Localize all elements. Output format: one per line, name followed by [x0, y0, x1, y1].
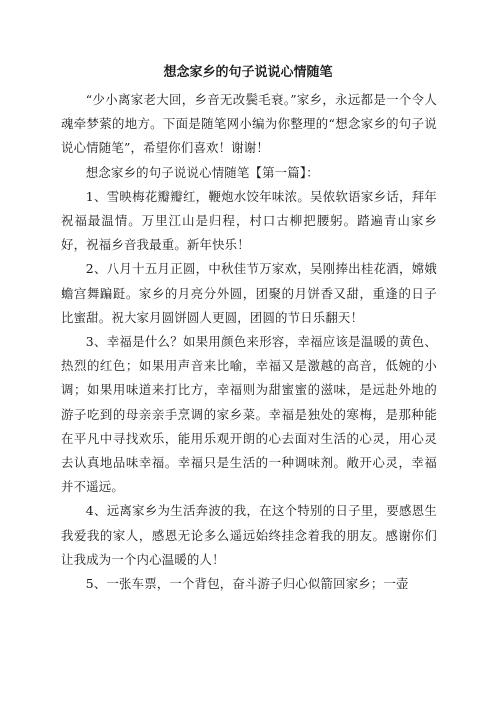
- list-item: 4、远离家乡为生活奔波的我，在这个特别的日子里，要感恩生我爱我的家人，感恩无论多么遥远始终挂念着我的朋友。感谢你们让我成为一个内心温暖的人！: [61, 503, 437, 567]
- intro-paragraph: “少小离家老大回，乡音无改鬓毛衰。”家乡，永远都是一个令人魂牵梦萦的地方。下面是随笔网小编为你整理的“想念家乡的句子说说心情随笔”，希望你们喜欢！谢谢！: [61, 92, 437, 156]
- list-item: 1、雪映梅花瓣瓣红，鞭炮水饺年味浓。吴侬软语家乡话，拜年祝福最温情。万里江山是归程，村口古柳把腰躬。踏遍青山家乡好，祝福乡音我最重。新年快乐！: [61, 188, 437, 253]
- document-title: 想念家乡的句子说说心情随笔: [163, 65, 333, 80]
- document-body: [61, 88, 437, 596]
- section-heading: 想念家乡的句子说说心情随笔【第一篇】：: [85, 164, 319, 180]
- list-item: 2、八月十五月正圆，中秋佳节万家欢，吴刚捧出桂花酒，嫦娥蟾宫舞蹁跹。家乡的月亮分外圆，团聚的月饼香又甜，重逢的日子比蜜甜。祝大家月圆饼圆人更圆，团圆的节日乐翻天！: [61, 261, 437, 325]
- list-item: 3、幸福是什么？如果用颜色来形容，幸福应该是温暖的黄色、热烈的红色；如果用声音来比喻，幸福又是激越的高音，低婉的小调；如果用味道来打比方，幸福则为甜蜜蜜的滋味，是远赴外地的游子吃到的母亲亲手烹调的家乡菜。幸福是独处的寒梅，是那种能在平凡中寻找欢乐，能用乐观开朗的心去面对生活的心灵，用心灵去认真地品味幸福。幸福只是生活的一种调味剂。敞开心灵，幸福并不遥远。: [61, 334, 437, 495]
- list-item: 5、一张车票，一个背包，奋斗游子归心似箭回家乡；一壶: [85, 576, 409, 592]
